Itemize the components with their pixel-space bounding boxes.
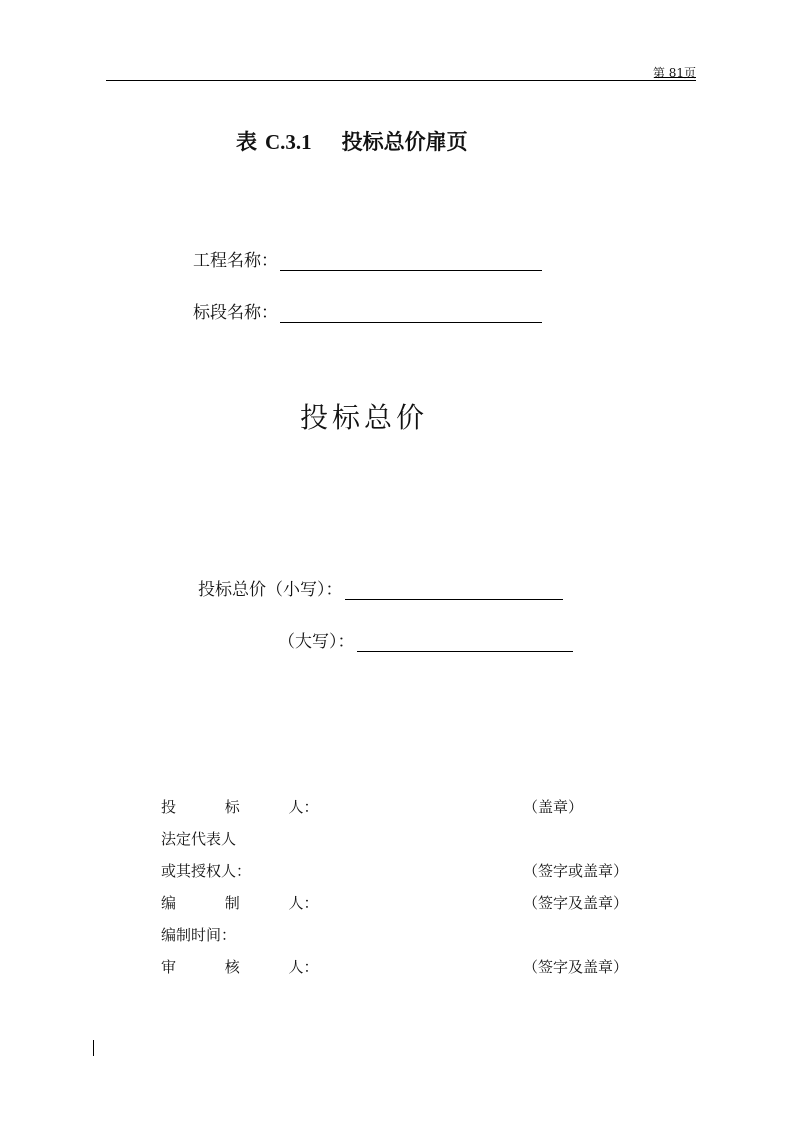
legal-rep-label: 法定代表人: [161, 830, 237, 848]
table-title-text: 投标总价扉页: [341, 129, 468, 154]
header-rule: [106, 80, 696, 81]
section-name-field[interactable]: [280, 302, 542, 323]
price-uppercase-row: [278, 627, 573, 652]
page-number-underline: [654, 77, 696, 78]
reviewer-label: 审 核 人：: [161, 958, 319, 976]
price-lowercase-row: [198, 575, 563, 600]
signature-row-compile-time: [161, 920, 641, 952]
section-name-label: 标段名称：: [193, 303, 278, 323]
signature-row-compiler: [161, 888, 641, 920]
compiler-stamp-note: （签字及盖章）: [523, 894, 629, 912]
main-heading: 投标总价: [300, 401, 429, 434]
section-name-row: [193, 298, 542, 323]
compiler-label: 编 制 人：: [161, 894, 319, 912]
table-title-number: C.3.1: [265, 130, 312, 154]
price-lowercase-field[interactable]: [345, 579, 563, 600]
table-title-prefix: 表: [236, 129, 257, 154]
project-name-row: [193, 246, 542, 271]
signature-row-bidder: [161, 792, 641, 824]
signature-row-reviewer: [161, 952, 641, 984]
signature-row-legal-rep: [161, 824, 641, 856]
signature-row-authorized: [161, 856, 641, 888]
page-number: 第 81页: [652, 66, 696, 80]
price-uppercase-label: （大写）：: [278, 632, 355, 652]
reviewer-stamp-note: （签字及盖章）: [523, 958, 629, 976]
authorized-label: 或其授权人：: [161, 862, 252, 880]
table-title: [236, 126, 468, 156]
signature-block: [161, 792, 641, 984]
margin-mark: [93, 1040, 94, 1056]
project-name-label: 工程名称：: [193, 251, 278, 271]
bidder-stamp-note: （盖章）: [523, 798, 584, 816]
compile-time-label: 编制时间：: [161, 926, 237, 944]
bidder-label: 投 标 人：: [161, 798, 319, 816]
price-lowercase-label: 投标总价（小写）：: [198, 580, 343, 600]
project-name-field[interactable]: [280, 250, 542, 271]
price-uppercase-field[interactable]: [357, 631, 573, 652]
authorized-stamp-note: （签字或盖章）: [523, 862, 629, 880]
